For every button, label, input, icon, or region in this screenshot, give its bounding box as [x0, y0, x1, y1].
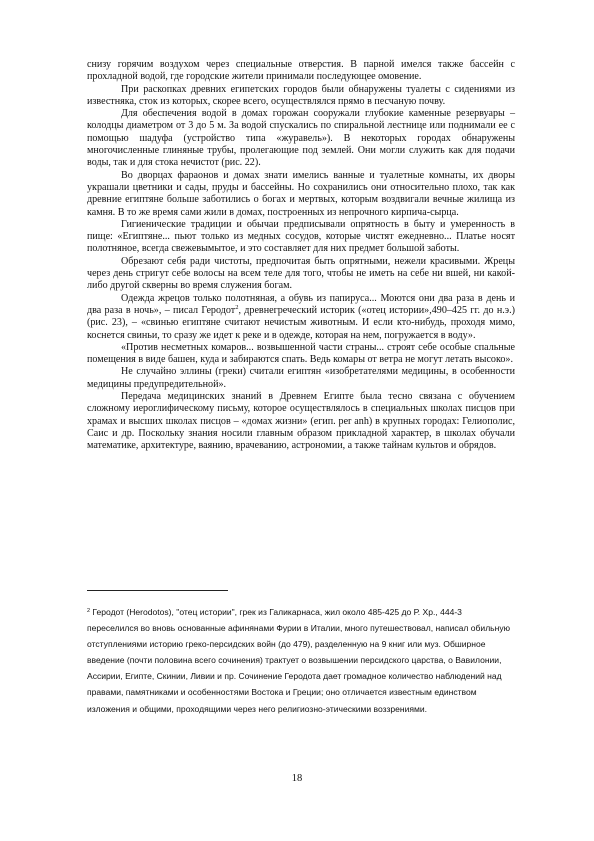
footnote-text: Геродот (Herodotos), "отец истории", грек из Галикарнаса, жил около 485-425 до Р. Хр., 444-3 переселился во вновь основанные афинянами Фурии в Италии, много путешествовал, написал обильную отступлениями историю греко-персидских войн (до 479), разделенную на 9 книг или муз. Обширное введение (почти половина всего сочинения) трактует о возвышении персидского царства, о Вавилонии, Ассирии, Египте, Скинии, Ливии и пр. Сочинение Геродота дает громадное количество наблюдений над правами, памятниками и особенностями Востока и Греции; оно отличается известным единством изложения и общими, проходящими через него религиозно-этическими воззрениями.: [87, 607, 511, 714]
paragraph: «Против несметных комаров... возвышенной части страны... строят себе особые спальные помещения в виде башен, куда и забираются спать. Ведь комары от ветра не могут летать высоко».: [87, 341, 515, 366]
footnote-marker: 2: [87, 608, 91, 614]
paragraph: Для обеспечения водой в домах горожан сооружали глубокие каменные резервуары – колодцы диаметром от 3 до 5 м. За водой спускались по спиральной лестнице или поднимали ее с помощью шадуфа (устройство типа «журавель»). В некоторых городах обнаружены многочисленные глиняные трубы, пролегающие под землей. Они могли служить как для подачи воды, так и для стока нечистот (рис. 22).: [87, 108, 515, 169]
paragraph: снизу горячим воздухом через специальные отверстия. В парной имелся также бассейн с прохладной водой, где городские жители принимали последующее омовение.: [87, 59, 515, 83]
paragraph: Не случайно эллины (греки) считали египтян «изобретателями медицины, в особенности медицины предупредительной».: [87, 366, 515, 390]
page-number: 18: [291, 773, 303, 784]
footnote-separator: [87, 590, 228, 591]
paragraph-text: , древнегреческий историк («отец истории»,490–425 гг. до н.э.) (рис. 23), – «свинью египтяне считают нечистым животным. И если кто-нибудь, проходя мимо, коснется свиньи, то сразу же идет к реке и в одежде, которая на нем, погружается в воду».: [87, 304, 515, 341]
footnote-reference[interactable]: 2: [235, 303, 239, 311]
footnote: [87, 604, 515, 717]
paragraph: Гигиенические традиции и обычаи предписывали опрятность в быту и умеренность в пище: «Египтяне... пьют только из медных сосудов, которые чистят ежедневно... Платье носят полотняное, всегда свежевымытое, и это составляет для них предмет большой заботы.: [87, 218, 515, 255]
paragraph-herodotus: [87, 293, 515, 342]
paragraph: Во дворцах фараонов и домах знати имелись ванные и туалетные комнаты, их дворы украшали цветники и сады, пруды и бассейны. Но сохранились они относительно плохо, так как древние египтяне больше заботились о богах и мертвых, которым воздвигали вечные жилища из камня. В то же время сами жили в домах, построенных из непрочного кирпича-сырца.: [87, 169, 515, 218]
paragraph: Передача медицинских знаний в Древнем Египте была тесно связана с обучением сложному иероглифическому письму, которое осуществлялось в специальных школах писцов при храмах и высших школах писцов – «домах жизни» (егип. per anh) в крупных городах: Гелиополис, Саис и др. Поскольку знания носили главным образом прикладной характер, в школах обучали математике, архитектуре, ваянию, врачеванию, астрономии, а также тайнам культов и обрядов.: [87, 391, 515, 452]
paragraph: Обрезают себя ради чистоты, предпочитая быть опрятными, нежели красивыми. Жрецы через день стригут себе волосы на всем теле для того, чтобы не иметь на себе ни вшей, ни какой-либо другой скверны во время служения богам.: [87, 255, 515, 292]
paragraph-text: Одежда жрецов только полотняная, а обувь из папируса... Моются они два раза в день и два раза в ночь», – писал Геродот: [87, 292, 515, 316]
paragraph: При раскопках древних египетских городов были обнаружены туалеты с сидениями из известняка, сток из которых, скорее всего, осуществлялся прямо в песчаную почву.: [87, 83, 515, 107]
main-text: [87, 59, 515, 453]
